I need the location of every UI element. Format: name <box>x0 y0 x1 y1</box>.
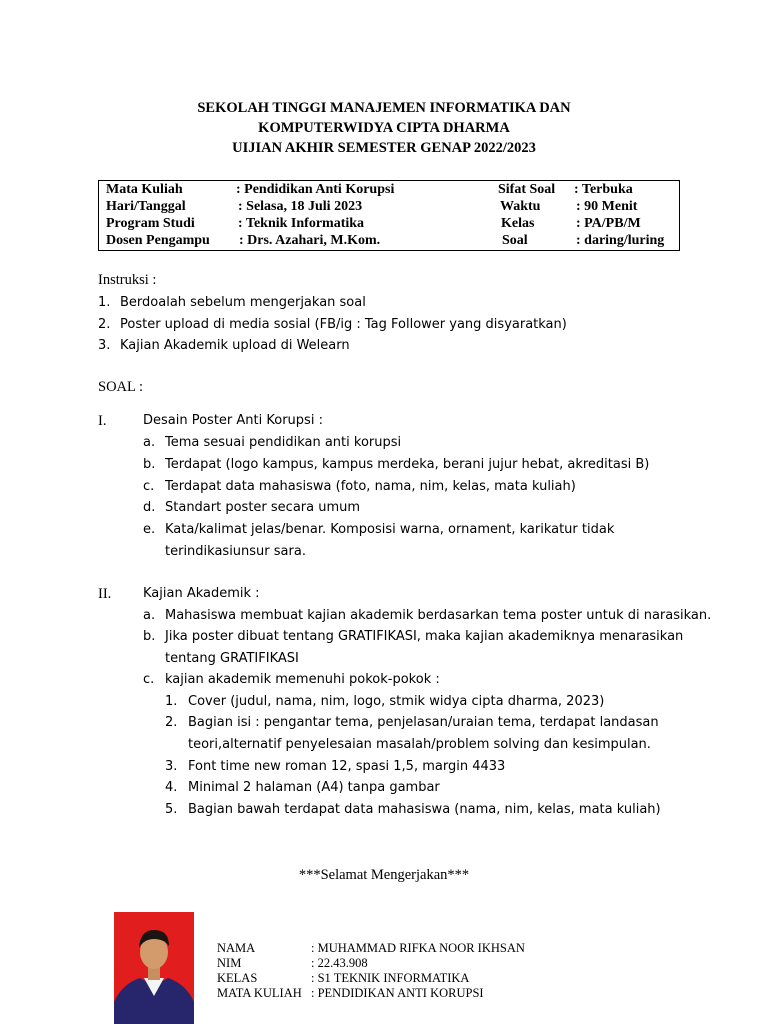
instruction-number: 3. <box>98 338 111 353</box>
student-value: : MUHAMMAD RIFKA NOOR IKHSAN <box>311 941 525 955</box>
info-label-2: Waktu <box>500 199 541 214</box>
section-number: II. <box>98 586 112 602</box>
info-label: Program Studi <box>106 216 195 231</box>
soal-title: SOAL : <box>98 379 143 395</box>
item-letter: d. <box>143 500 156 515</box>
instructions-title: Instruksi : <box>98 272 157 288</box>
item-text: Jika poster dibuat tentang GRATIFIKASI, maka kajian akademiknya menarasikan <box>165 629 684 644</box>
item-text: Standart poster secara umum <box>165 500 361 515</box>
item-text: Kata/kalimat jelas/benar. Komposisi warna, ornament, karikatur tidak <box>165 522 615 537</box>
student-value: : S1 TEKNIK INFORMATIKA <box>311 971 470 985</box>
subitem-text: Bagian bawah terdapat data mahasiswa (nama, nim, kelas, mata kuliah) <box>188 802 661 817</box>
document-header <box>0 98 768 158</box>
subitem-text-continued: teori,alternatif penyelesaian masalah/problem solving dan kesimpulan. <box>188 737 651 752</box>
info-label-2: Soal <box>502 233 528 248</box>
subitem-text: Font time new roman 12, spasi 1,5, margin 4433 <box>188 759 506 774</box>
info-row <box>99 233 679 251</box>
section-title: Desain Poster Anti Korupsi : <box>143 413 323 428</box>
section-title: Kajian Akademik : <box>143 586 260 601</box>
subitem-text: Minimal 2 halaman (A4) tanpa gambar <box>188 780 440 795</box>
subitem-number: 4. <box>165 780 178 795</box>
item-letter: b. <box>143 629 156 644</box>
student-portrait-icon <box>114 912 194 1024</box>
student-value: : 22.43.908 <box>311 956 368 970</box>
info-label: Dosen Pengampu <box>106 233 210 248</box>
instruction-text: Kajian Akademik upload di Welearn <box>120 338 350 353</box>
item-text-continued: tentang GRATIFIKASI <box>165 651 299 666</box>
student-label: NIM <box>217 956 242 970</box>
info-label: Hari/Tanggal <box>106 199 186 214</box>
info-value: : Drs. Azahari, M.Kom. <box>239 233 381 248</box>
closing-message: ***Selamat Mengerjakan*** <box>298 867 470 883</box>
header-line-2: KOMPUTERWIDYA CIPTA DHARMA <box>258 120 510 136</box>
subitem-number: 1. <box>165 694 178 709</box>
info-value-2: : 90 Menit <box>576 199 638 214</box>
info-label: Mata Kuliah <box>106 182 183 197</box>
info-value-2: : Terbuka <box>574 182 633 197</box>
subitem-text: Cover (judul, nama, nim, logo, stmik widya cipta dharma, 2023) <box>188 694 605 709</box>
info-value: : Teknik Informatika <box>238 216 365 231</box>
item-letter: a. <box>143 435 156 450</box>
info-row <box>99 216 679 234</box>
info-value: : Pendidikan Anti Korupsi <box>236 182 395 197</box>
item-text: Terdapat data mahasiswa (foto, nama, nim, kelas, mata kuliah) <box>165 479 576 494</box>
item-text: kajian akademik memenuhi pokok-pokok : <box>165 672 440 687</box>
item-text: Mahasiswa membuat kajian akademik berdasarkan tema poster untuk di narasikan. <box>165 608 712 623</box>
item-text-continued: terindikasiunsur sara. <box>165 544 306 559</box>
item-letter: b. <box>143 457 156 472</box>
exam-info-box <box>98 180 680 251</box>
item-text: Tema sesuai pendidikan anti korupsi <box>165 435 402 450</box>
subitem-number: 2. <box>165 715 178 730</box>
item-letter: e. <box>143 522 156 537</box>
info-label-2: Kelas <box>501 216 535 231</box>
item-letter: a. <box>143 608 156 623</box>
subitem-text: Bagian isi : pengantar tema, penjelasan/uraian tema, terdapat landasan <box>188 715 659 730</box>
info-value: : Selasa, 18 Juli 2023 <box>238 199 363 214</box>
item-letter: c. <box>143 672 155 687</box>
student-photo <box>114 912 194 1024</box>
info-row <box>99 199 679 217</box>
item-letter: c. <box>143 479 155 494</box>
student-label: KELAS <box>217 971 258 985</box>
student-value: : PENDIDIKAN ANTI KORUPSI <box>311 986 484 1000</box>
instruction-text: Berdoalah sebelum mengerjakan soal <box>120 295 366 310</box>
info-value-2: : daring/luring <box>576 233 665 248</box>
item-text: Terdapat (logo kampus, kampus merdeka, berani jujur hebat, akreditasi B) <box>165 457 650 472</box>
header-line-3: UIJIAN AKHIR SEMESTER GENAP 2022/2023 <box>232 140 536 156</box>
section-number: I. <box>98 413 107 429</box>
subitem-number: 3. <box>165 759 178 774</box>
subitem-number: 5. <box>165 802 178 817</box>
student-label: NAMA <box>217 941 256 955</box>
instruction-number: 1. <box>98 295 111 310</box>
instruction-number: 2. <box>98 317 111 332</box>
student-label: MATA KULIAH <box>217 986 302 1000</box>
instruction-text: Poster upload di media sosial (FB/ig : Tag Follower yang disyaratkan) <box>120 317 567 332</box>
info-value-2: : PA/PB/M <box>576 216 641 231</box>
info-label-2: Sifat Soal <box>498 182 556 197</box>
header-line-1: SEKOLAH TINGGI MANAJEMEN INFORMATIKA DAN <box>197 100 571 116</box>
info-row <box>99 182 679 200</box>
